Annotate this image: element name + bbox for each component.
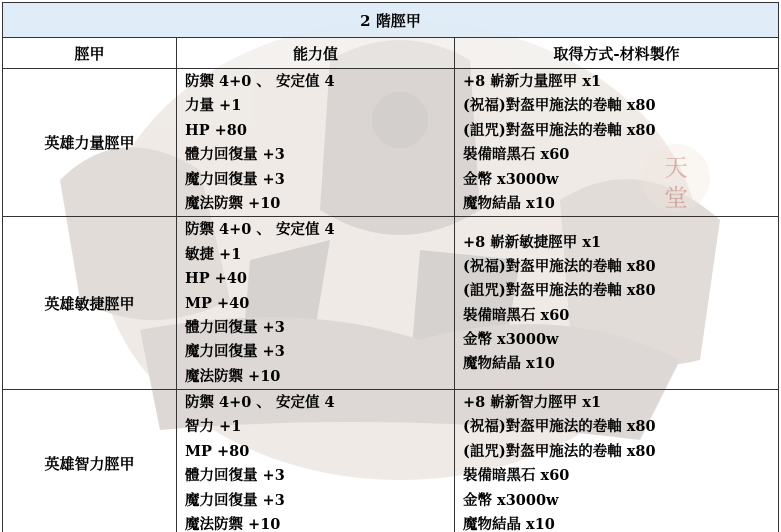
materials-cell — [455, 217, 779, 390]
table-title-row — [3, 3, 779, 38]
armor-table — [2, 2, 779, 532]
stat-line: 敏捷 +1 — [185, 245, 242, 263]
material-line: 金幣 x3000w — [463, 491, 559, 509]
stat-line: 魔力回復量 +3 — [185, 170, 285, 188]
armor-name: 英雄智力脛甲 — [3, 390, 177, 532]
armor-name: 英雄敏捷脛甲 — [3, 217, 177, 390]
material-line: +8 嶄新力量脛甲 x1 — [463, 73, 602, 90]
stat-line: 防禦 4+0 、 安定值 4 — [185, 221, 335, 239]
column-header-stats: 能力值 — [177, 38, 455, 69]
stat-line: 魔力回復量 +3 — [185, 343, 285, 361]
material-line: 裝備暗黑石 x60 — [463, 306, 570, 324]
table-header-row — [3, 38, 779, 69]
stats-cell — [177, 390, 455, 532]
stat-line: 魔力回復量 +3 — [185, 491, 285, 509]
material-line: 金幣 x3000w — [463, 331, 559, 349]
stat-line: 力量 +1 — [185, 97, 242, 115]
table-row — [3, 69, 779, 217]
stat-line: 智力 +1 — [185, 418, 242, 436]
stat-line: 防禦 4+0 、 安定值 4 — [185, 73, 335, 90]
materials-cell — [455, 69, 779, 217]
column-header-materials: 取得方式-材料製作 — [455, 38, 779, 69]
material-line: (祝福)對盔甲施法的卷軸 x80 — [463, 257, 656, 275]
stats-cell — [177, 69, 455, 217]
material-line: (祝福)對盔甲施法的卷軸 x80 — [463, 97, 656, 115]
svg-text:堂: 堂 — [664, 184, 688, 212]
stats-cell — [177, 217, 455, 390]
stat-line: 防禦 4+0 、 安定值 4 — [185, 394, 335, 412]
watermark-logo-text: 天 — [664, 154, 688, 182]
stat-line: 魔法防禦 +10 — [185, 516, 281, 532]
materials-cell — [455, 390, 779, 532]
material-line: (詛咒)對盔甲施法的卷軸 x80 — [463, 442, 656, 460]
material-line: 魔物結晶 x10 — [463, 516, 555, 532]
material-line: (詛咒)對盔甲施法的卷軸 x80 — [463, 282, 656, 300]
material-line: +8 嶄新敏捷脛甲 x1 — [463, 233, 602, 251]
stat-line: HP +80 — [185, 121, 247, 139]
material-line: 魔物結晶 x10 — [463, 355, 555, 373]
material-line: +8 嶄新智力脛甲 x1 — [463, 394, 602, 412]
stat-line: 魔法防禦 +10 — [185, 367, 281, 385]
stat-line: 魔法防禦 +10 — [185, 194, 281, 212]
stat-line: 體力回復量 +3 — [185, 467, 285, 485]
material-line: 裝備暗黑石 x60 — [463, 467, 570, 485]
table-row — [3, 390, 779, 532]
stat-line: 體力回復量 +3 — [185, 318, 285, 336]
table-row — [3, 217, 779, 390]
column-header-name: 脛甲 — [3, 38, 177, 69]
table-title: 2 階脛甲 — [3, 3, 779, 38]
stat-line: HP +40 — [185, 270, 247, 288]
stat-line: MP +40 — [185, 294, 250, 312]
material-line: 魔物結晶 x10 — [463, 194, 555, 212]
stat-line: MP +80 — [185, 442, 250, 460]
material-line: 裝備暗黑石 x60 — [463, 146, 570, 164]
material-line: (祝福)對盔甲施法的卷軸 x80 — [463, 418, 656, 436]
material-line: 金幣 x3000w — [463, 170, 559, 188]
stat-line: 體力回復量 +3 — [185, 146, 285, 164]
armor-name: 英雄力量脛甲 — [3, 69, 177, 217]
material-line: (詛咒)對盔甲施法的卷軸 x80 — [463, 121, 656, 139]
